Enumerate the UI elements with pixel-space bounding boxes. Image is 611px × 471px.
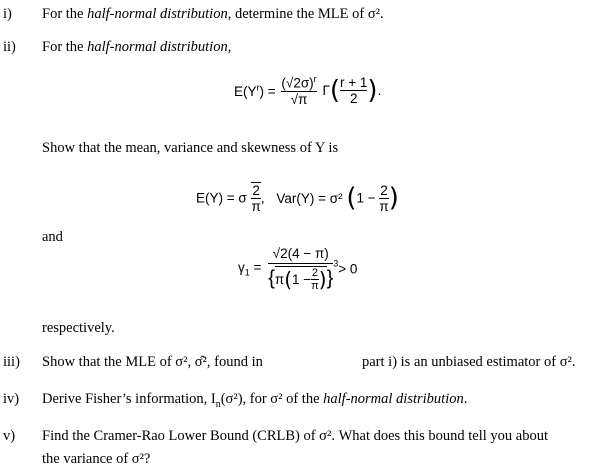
- eq3-rhs: > 0: [338, 261, 358, 277]
- eq1-sup-r: r: [256, 82, 260, 92]
- question-iii-text-a: Show that the MLE of σ², σ̂², found in: [42, 354, 263, 370]
- text-part: , determine the MLE of σ².: [227, 6, 384, 22]
- right-paren: ): [388, 183, 399, 213]
- and-text: and: [42, 229, 63, 245]
- eq3-lhs-sub: 1: [244, 267, 250, 278]
- item-number: i): [3, 6, 12, 22]
- eq2-var-denom: π: [379, 198, 389, 214]
- emphasis-text: half-normal distribution: [323, 391, 464, 407]
- subscript-n: n: [215, 398, 221, 410]
- eq3-den-pi: π: [274, 272, 285, 287]
- eq2-var-one: 1 −: [356, 190, 376, 206]
- fraction-bar: [268, 263, 333, 264]
- eq1-inner-numer: r + 1: [340, 74, 368, 90]
- text-part: ,: [227, 39, 232, 55]
- question-iii-text-b: part i) is an unbiased estimator of σ².: [362, 354, 576, 370]
- right-paren: ): [318, 267, 327, 292]
- left-paren: (: [284, 267, 293, 292]
- eq2-sqrt: [251, 182, 260, 214]
- eq1-numer-text: (√2σ): [281, 75, 314, 91]
- emphasis-text: half-normal distribution: [87, 6, 228, 22]
- eq1-inner-fraction: [340, 75, 367, 106]
- question-iv-text: [42, 391, 467, 410]
- item-number: ii): [3, 39, 16, 55]
- right-paren: ): [367, 75, 378, 106]
- eq2-ey-fraction: [251, 183, 260, 214]
- eq3-den-frac-denom: π: [311, 280, 319, 292]
- question-i-text: [42, 6, 384, 23]
- eq3-lhs: [238, 260, 262, 278]
- eq3-power: 3: [333, 258, 339, 269]
- right-brace: }: [326, 267, 334, 290]
- text-part: For the: [42, 6, 88, 22]
- eq3-den-frac-numer: 2: [311, 267, 319, 279]
- eq1-lhs: [234, 84, 276, 99]
- show-that-text: Show that the mean, variance and skewness of Y is: [42, 140, 339, 156]
- equation-skewness: [238, 246, 357, 292]
- equation-mean-variance: [196, 182, 399, 214]
- eq1-end: .: [377, 82, 382, 98]
- eq1-numer: [281, 74, 316, 91]
- left-paren: (: [329, 75, 341, 106]
- left-brace: {: [268, 267, 275, 290]
- eq3-denominator: [268, 266, 333, 292]
- eq3-den-one: 1 −: [292, 272, 312, 287]
- item-number: iii): [3, 354, 20, 370]
- question-v-text-a: Find the Cramer-Rao Lower Bound (CRLB) of σ². What does this bound tell you about: [42, 428, 549, 444]
- eq1-denom: √π: [290, 91, 308, 107]
- eq1-equals: ) =: [259, 83, 276, 99]
- text-part: For the: [42, 39, 88, 55]
- eq3-numer: √2(4 − π): [272, 246, 329, 261]
- left-paren: (: [346, 183, 357, 213]
- eq1-lhs-text: E(Y: [234, 83, 257, 99]
- eq1-inner-denom: 2: [349, 90, 358, 106]
- text-part: (σ²), for σ² of the: [220, 391, 324, 407]
- eq3-equals: =: [253, 260, 262, 276]
- eq2-var-lhs: Var(Y) = σ²: [276, 190, 347, 206]
- text-part: Derive Fisher’s information, I: [42, 391, 216, 407]
- eq2-ey-lhs: E(Y) = σ: [196, 190, 247, 206]
- eq2-var-fraction: [379, 183, 388, 214]
- eq1-gamma: Γ: [322, 82, 330, 98]
- eq3-gamma: γ: [238, 260, 245, 276]
- eq2-ey-denom: π: [251, 199, 261, 214]
- question-ii-text: [42, 39, 231, 56]
- eq3-main-fraction: [268, 246, 333, 292]
- respectively-text: respectively.: [42, 320, 115, 336]
- text-part: .: [463, 391, 468, 407]
- item-number: iv): [3, 391, 20, 407]
- eq2-ey-numer: 2: [252, 183, 260, 198]
- emphasis-text: half-normal distribution: [87, 39, 228, 55]
- question-v-text-b: the variance of σ²?: [42, 451, 151, 467]
- eq1-main-fraction: [281, 74, 316, 107]
- item-number: v): [3, 428, 16, 444]
- eq2-comma: ,: [260, 190, 265, 206]
- eq2-var-numer: 2: [380, 182, 388, 198]
- equation-moments: [234, 74, 381, 107]
- eq1-numer-sup: r: [313, 74, 317, 84]
- eq3-sqrt: [275, 266, 327, 292]
- eq3-den-fraction: [311, 267, 319, 292]
